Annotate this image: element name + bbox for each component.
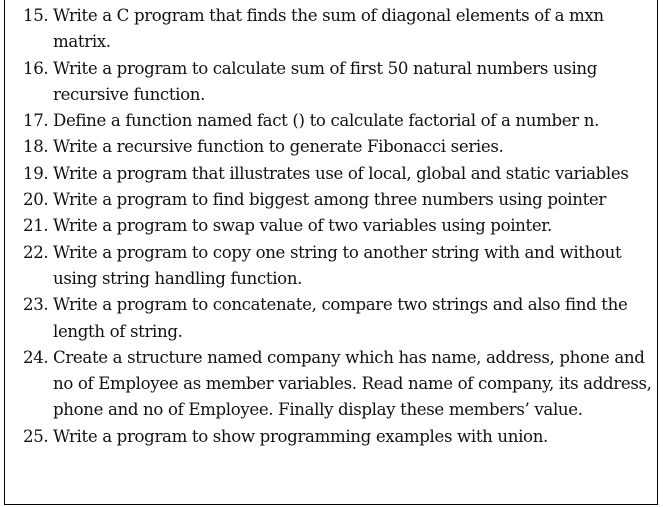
- list-item: [5, 213, 659, 239]
- item-text: Write a program to show programming examples with union.: [53, 426, 548, 446]
- item-number: 16.: [23, 58, 49, 78]
- item-text: Define a function named fact () to calculate factorial of a number n.: [53, 111, 600, 131]
- item-number: 20.: [23, 190, 49, 210]
- item-text: Create a structure named company which has name, address, phone and no of Employee as member variables. Read name of company, its address, phone and no of Employee. Finally display these members’ value.: [53, 347, 652, 420]
- item-number: 23.: [23, 295, 49, 315]
- list-item: [5, 161, 659, 187]
- item-number: 21.: [23, 216, 49, 236]
- item-number: 15.: [23, 6, 49, 25]
- item-text: Write a program to swap value of two variables using pointer.: [53, 216, 552, 236]
- list-item: [5, 3, 659, 56]
- list-item: [5, 56, 659, 109]
- question-list: [5, 3, 659, 450]
- item-number: 24.: [23, 347, 49, 367]
- item-number: 18.: [23, 137, 49, 157]
- list-item: [5, 134, 659, 160]
- item-text: Write a recursive function to generate Fibonacci series.: [53, 137, 504, 157]
- document-frame: [4, 0, 658, 505]
- list-item: [5, 345, 659, 424]
- list-item: [5, 292, 659, 345]
- item-text: Write a program to copy one string to another string with and without using string handling function.: [53, 242, 622, 288]
- item-text: Write a C program that finds the sum of diagonal elements of a mxn matrix.: [53, 6, 604, 52]
- item-text: Write a program to find biggest among three numbers using pointer: [53, 190, 606, 210]
- item-number: 25.: [23, 426, 49, 446]
- item-text: Write a program to calculate sum of first 50 natural numbers using recursive function.: [53, 58, 598, 104]
- list-item: [5, 108, 659, 134]
- item-number: 19.: [23, 163, 49, 183]
- item-text: Write a program that illustrates use of local, global and static variables: [53, 163, 629, 183]
- item-number: 22.: [23, 242, 49, 262]
- list-item: [5, 424, 659, 450]
- item-text: Write a program to concatenate, compare two strings and also find the length of string.: [53, 295, 628, 341]
- list-item: [5, 187, 659, 213]
- item-number: 17.: [23, 111, 49, 131]
- list-item: [5, 240, 659, 293]
